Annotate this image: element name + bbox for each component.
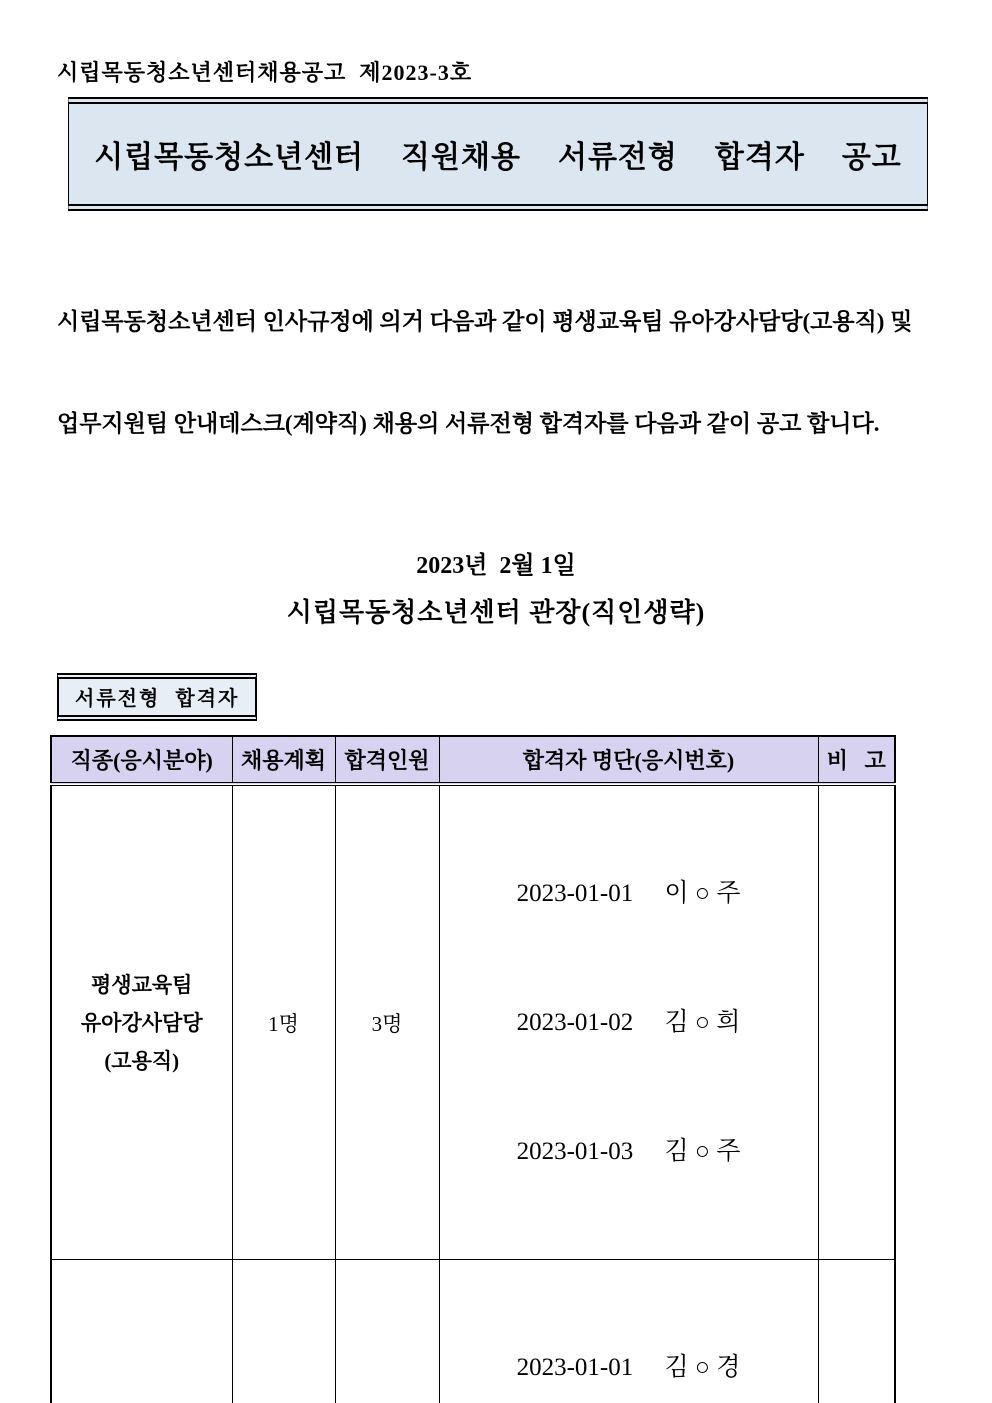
candidate-entry: 2023-01-01 이 ○ 주 [516, 880, 741, 907]
plan-cell [232, 1260, 335, 1403]
column-header-job: 직종(응시분야) [51, 736, 232, 784]
job-cell [51, 784, 232, 1260]
section-heading-pass-list: 서류전형 합격자 [57, 673, 257, 721]
candidates-cell [439, 1260, 818, 1403]
note-cell [818, 784, 895, 1260]
title-box [68, 97, 928, 211]
announcement-date: 2023년 2월 1일 [416, 553, 576, 579]
job-cell [51, 1260, 232, 1403]
pass-count-cell [335, 1260, 439, 1403]
candidates-cell [439, 784, 818, 1260]
column-header-plan: 채용계획 [232, 736, 335, 784]
column-header-pass-count: 합격인원 [335, 736, 439, 784]
job-line: 유아강사담당 [80, 1010, 203, 1035]
column-header-candidates: 합격자 명단(응시번호) [439, 736, 818, 784]
job-line: (고용직) [104, 1048, 180, 1073]
table-row [51, 784, 895, 1260]
pass-list-table [50, 735, 896, 1403]
candidate-entry: 2023-01-03 김 ○ 주 [516, 1138, 741, 1165]
intro-paragraph [57, 237, 942, 509]
plan-cell: 1명 [232, 784, 335, 1260]
announcement-signer: 시립목동청소년센터 관장(직인생략) [286, 598, 706, 627]
table-header-row [51, 736, 895, 784]
document-reference-number: 시립목동청소년센터채용공고 제2023-3호 [57, 60, 473, 85]
table-row [51, 1260, 895, 1403]
note-cell [818, 1260, 895, 1403]
job-line: 평생교육팀 [91, 972, 193, 997]
intro-line-2: 업무지원팀 안내데스크(계약직) 채용의 서류전형 합격자를 다음과 같이 공고 합니다. [57, 411, 880, 436]
candidate-entry: 2023-01-01 김 ○ 경 [516, 1354, 741, 1381]
page-title: 시립목동청소년센터 직원채용 서류전형 합격자 공고 [94, 141, 902, 174]
candidate-entry: 2023-01-02 김 ○ 희 [516, 1009, 741, 1036]
pass-count-cell: 3명 [335, 784, 439, 1260]
column-header-note: 비 고 [818, 736, 895, 784]
intro-line-1: 시립목동청소년센터 인사규정에 의거 다음과 같이 평생교육팀 유아강사담당(고용직) 및 [57, 309, 913, 334]
